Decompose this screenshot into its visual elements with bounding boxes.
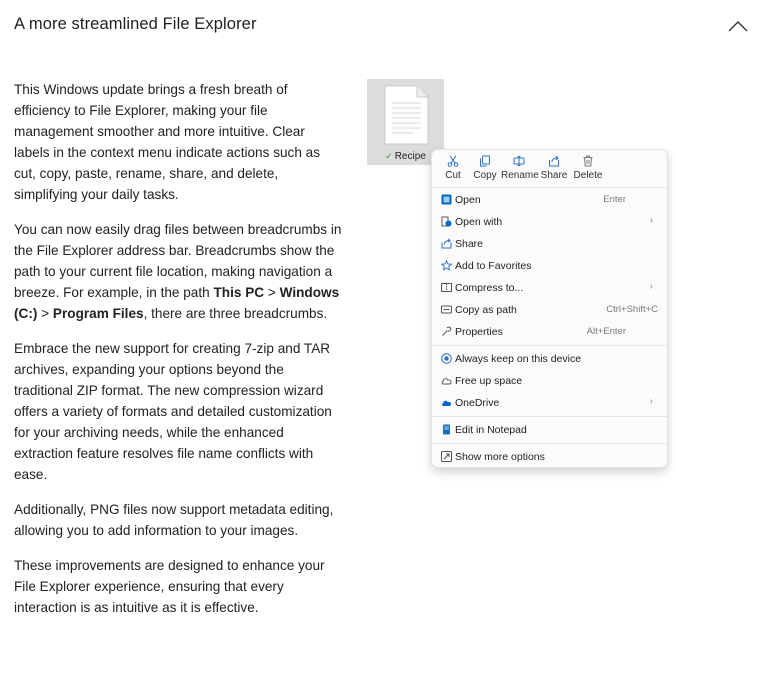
menu-item-open[interactable]: [438, 190, 661, 210]
shortcut-label: Alt+Enter: [586, 326, 626, 337]
share-label: Share: [540, 170, 568, 181]
menu-item-label: Show more options: [455, 451, 545, 463]
menu-item-label: Open: [455, 194, 481, 206]
properties-icon: [441, 326, 452, 337]
chevron-up-icon: [726, 14, 750, 38]
quick-actions-bar: [432, 150, 667, 186]
copy-button[interactable]: [472, 155, 498, 181]
copy-icon: [472, 155, 498, 167]
cloud-keep-icon: [441, 353, 452, 364]
breadcrumb-program-files: Program Files: [52, 306, 144, 321]
cut-button[interactable]: [442, 155, 464, 181]
shortcut-label: Ctrl+Shift+C: [606, 304, 658, 315]
menu-divider: [432, 345, 667, 346]
menu-item-label: Share: [455, 238, 484, 250]
file-name: Recipe: [394, 151, 426, 162]
menu-item-open-with[interactable]: [438, 212, 661, 232]
cut-icon: [442, 155, 464, 167]
menu-item-label: Free up space: [455, 375, 523, 387]
star-icon: [441, 260, 452, 271]
onedrive-icon: [441, 397, 452, 408]
section-title: A more streamlined File Explorer: [14, 15, 257, 33]
share-icon: [540, 155, 568, 167]
share-button[interactable]: [540, 155, 568, 181]
menu-divider: [432, 416, 667, 417]
breadcrumb-separator: >: [264, 285, 280, 300]
chevron-right-icon: ›: [649, 215, 653, 226]
shortcut-label: Enter: [603, 194, 626, 205]
paragraph-2-text: You can now easily drag files between breadcrumbs in the File Explorer address bar. Breadcrumbs show the path to your current file location, making navigation a breeze. For example, in the path: [14, 222, 342, 300]
more-options-icon: [441, 451, 452, 462]
menu-item-share[interactable]: [438, 234, 661, 254]
menu-item-label: OneDrive: [455, 397, 500, 409]
chevron-right-icon: ›: [649, 281, 653, 292]
menu-item-label: Edit in Notepad: [455, 424, 527, 436]
cloud-outline-icon: [441, 375, 452, 386]
menu-item-edit-in-notepad[interactable]: [438, 420, 661, 440]
context-menu: [431, 149, 668, 468]
menu-item-label: Add to Favorites: [455, 260, 532, 272]
section-header[interactable]: [14, 14, 750, 38]
menu-item-free-up-space[interactable]: [438, 371, 661, 391]
menu-item-onedrive[interactable]: [438, 393, 661, 413]
rename-icon: [501, 155, 537, 167]
menu-item-label: Open with: [455, 216, 503, 228]
breadcrumb-this-pc: This PC: [213, 285, 265, 300]
compress-icon: [441, 282, 452, 293]
sync-check-icon: ✓: [385, 151, 393, 161]
menu-item-label: Copy as path: [455, 304, 517, 316]
share-icon: [441, 238, 452, 249]
paragraph-4: Additionally, PNG files now support metadata editing, allowing you to add information to your images.: [14, 502, 334, 538]
paragraph-1: This Windows update brings a fresh breath of efficiency to File Explorer, making your file management smoother and more intuitive. Clear labels in the context menu indicate actions such as cut, copy, paste, rename, share, and delete, simplifying your daily tasks.: [14, 82, 321, 202]
copy-label: Copy: [473, 170, 497, 181]
paragraph-2: [14, 219, 344, 324]
menu-item-label: Always keep on this device: [455, 353, 582, 365]
breadcrumb-separator: >: [37, 306, 53, 321]
delete-label: Delete: [573, 170, 603, 181]
menu-item-copy-as-path[interactable]: [438, 300, 661, 320]
delete-icon: [572, 155, 604, 167]
copy-path-icon: [441, 304, 452, 315]
notepad-icon: [441, 424, 452, 435]
menu-item-properties[interactable]: [438, 322, 661, 342]
delete-button[interactable]: [572, 155, 604, 181]
open-icon: [441, 194, 452, 205]
paragraph-3: Embrace the new support for creating 7-zip and TAR archives, expanding your options beyond the traditional ZIP format. The new compression wizard offers a variety of formats and detailed customization for your archiving needs, while the enhanced extraction feature resolves file name conflicts with ease.: [14, 341, 332, 482]
cut-label: Cut: [445, 170, 461, 181]
collapse-button[interactable]: [726, 14, 750, 38]
menu-item-show-more-options[interactable]: [438, 447, 661, 467]
menu-item-always-keep[interactable]: [438, 349, 661, 369]
breadcrumb-windows-c: Windows (C:): [14, 285, 340, 321]
article-body: [14, 79, 344, 632]
chevron-right-icon: ›: [649, 396, 653, 407]
menu-item-label: Compress to...: [455, 282, 524, 294]
open-with-icon: [441, 216, 452, 227]
menu-item-add-to-favorites[interactable]: [438, 256, 661, 276]
menu-item-label: Properties: [455, 326, 503, 338]
rename-button[interactable]: [501, 155, 537, 181]
menu-item-compress[interactable]: [438, 278, 661, 298]
document-file-icon: [384, 85, 429, 145]
quick-actions-divider: [432, 187, 667, 188]
menu-divider: [432, 443, 667, 444]
paragraph-5: These improvements are designed to enhance your File Explorer experience, ensuring that every interaction is as intuitive as it is effective.: [14, 558, 325, 615]
rename-label: Rename: [501, 170, 539, 181]
paragraph-2-tail: , there are three breadcrumbs.: [143, 306, 328, 321]
